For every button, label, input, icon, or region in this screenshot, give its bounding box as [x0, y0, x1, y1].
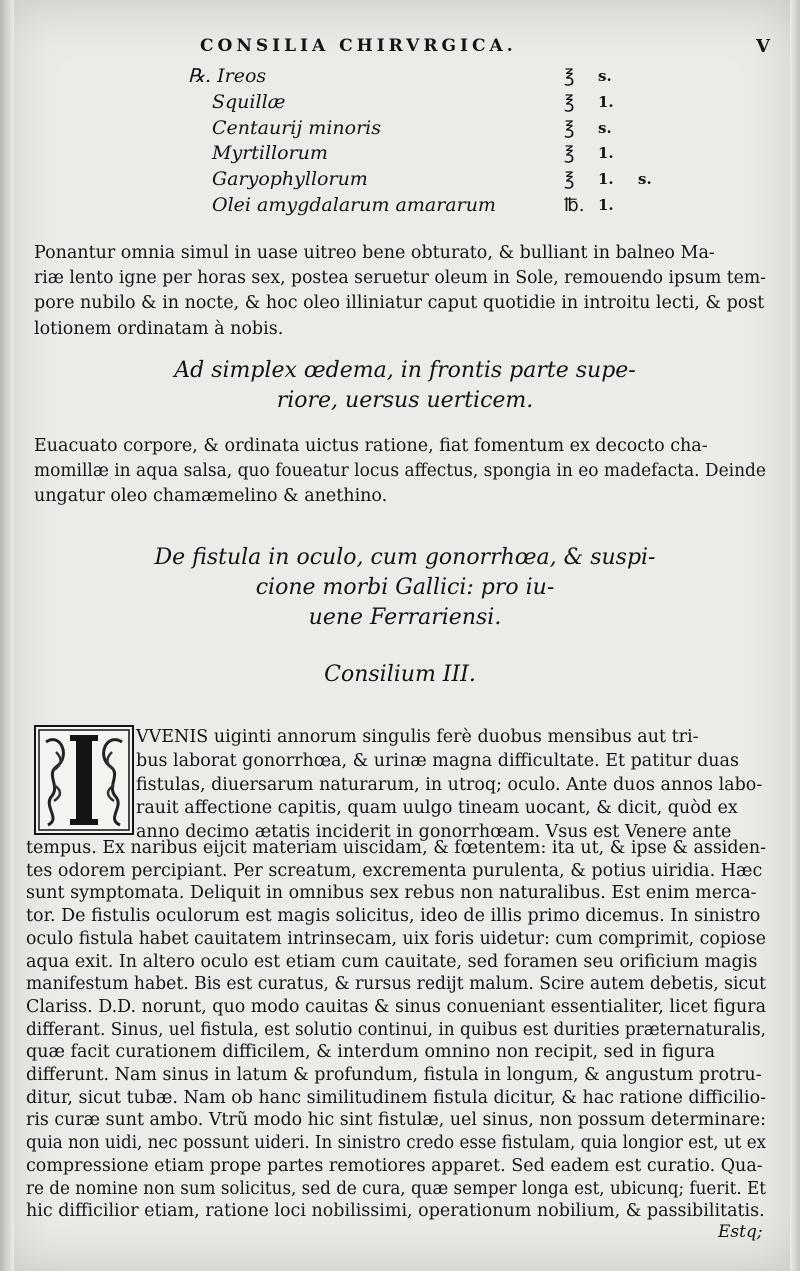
- recipe-unit: ℥: [564, 91, 575, 113]
- recipe-quantity: s.: [598, 118, 612, 137]
- body-line: quæ facit curationem difficilem, & interdum omnino non recipit, sed in figura: [26, 1042, 716, 1063]
- text-line: pore nubilo & in nocte, & hoc oleo illiniatur caput quotidie in introitu lecti, & post: [34, 293, 765, 314]
- recipe-unit: ℥: [564, 66, 575, 87]
- heading-line: riore, uersus uerticem.: [276, 388, 534, 413]
- paragraph-preparation: [34, 241, 766, 342]
- recipe-quantity: 1.: [598, 170, 614, 189]
- paragraph-treatment: [34, 434, 766, 510]
- catchword: Estq;: [718, 1222, 763, 1242]
- body-line: compressione etiam prope partes remotiores apparet. Sed eadem est curatio. Qua-: [26, 1155, 763, 1176]
- recipe-ingredient: Garyophyllorum: [212, 168, 368, 191]
- heading-line: De fistula in oculo, cum gonorrhœa, & suspi-: [154, 545, 656, 570]
- body-line: manifestum habet. Bis est curatus, & rursus redijt malum. Scire autem debetis, sicut: [26, 974, 766, 995]
- body-line: tes odorem percipiant. Per screatum, excrementa purulenta, & potius uiridia. Hæc: [26, 860, 763, 881]
- recipe-row: [188, 167, 688, 193]
- body-line: aqua exit. In altero oculo est etiam cum cauitate, sed foramen seu orificium magis: [26, 951, 758, 972]
- running-head: CONSILIA CHIRVRGICA.: [200, 36, 517, 56]
- heading-line: Ad simplex œdema, in frontis parte supe-: [174, 358, 636, 383]
- recipe-ingredient: Olei amygdalarum amararum: [212, 193, 496, 216]
- heading-fistula: [100, 543, 710, 633]
- heading-line: cione morbi Gallici: pro iu-: [255, 575, 555, 600]
- text-line: riæ lento igne per horas sex, postea seruetur oleum in Sole, remouendo ipsum tem-: [34, 268, 766, 289]
- text-line: momillæ in aqua salsa, quo foueatur locus affectus, spongia in eo madefacta. Deinde: [34, 461, 766, 482]
- body-line: anno decimo ætatis inciderit in gonorrhœam. Vsus est Venere ante: [136, 822, 732, 843]
- page-edge-left: [0, 0, 14, 1271]
- decorated-initial-i: [34, 725, 134, 835]
- recipe-unit: ℥: [564, 117, 575, 139]
- recipe-ingredient: ℞. Ireos: [188, 65, 267, 87]
- recipe-row: [188, 64, 688, 90]
- recipe-quantity: 1.: [598, 144, 614, 163]
- recipe-ingredient: Centaurij minoris: [212, 116, 381, 139]
- body-line: oculo fistula habet cauitatem intrinsecam, uix foris uidetur: cum comprimit, copiose: [26, 928, 766, 949]
- foliage-initial-icon: [36, 727, 132, 833]
- consilium-title: Consilium III.: [324, 662, 476, 687]
- recipe-quantity: 1.: [598, 92, 614, 111]
- text-line: Euacuato corpore, & ordinata uictus ratione, fiat fomentum ex decocto cha-: [34, 436, 708, 456]
- recipe-row: [188, 116, 688, 142]
- body-line: ditur, sicut tubæ. Nam ob hanc similitudinem fistula dicitur, & hac ratione difficilio-: [26, 1087, 766, 1108]
- recipe-list: [188, 64, 688, 219]
- body-line: Clariss. D.D. norunt, quo modo cauitas & sinus conueniant essentialiter, licet figura: [26, 996, 766, 1017]
- recipe-row: [188, 90, 688, 116]
- text-line: lotionem ordinatam à nobis.: [34, 318, 284, 339]
- body-line: differunt. Nam sinus in latum & profundum, fistula in longum, & angustum protru-: [26, 1065, 762, 1085]
- body-line: re de nomine non sum solicitus, sed de cura, quæ semper longa est, ubicunq; fuerit. Et: [26, 1178, 766, 1199]
- body-line: tempus. Ex naribus eijcit materiam uiscidam, & fœtentem: ita ut, & ipse & assiden-: [26, 838, 766, 858]
- recipe-ingredient: Myrtillorum: [212, 142, 328, 165]
- text-line: Ponantur omnia simul in uase uitreo bene obturato, & bulliant in balneo Ma-: [34, 243, 715, 263]
- body-line: tor. De fistulis oculorum est magis solicitus, ideo de illis primo dicemus. In sinistro: [26, 906, 761, 927]
- page-edge-right: [790, 0, 800, 1271]
- recipe-row: [188, 193, 688, 219]
- body-line: rauit affectione capitis, quam uulgo tineam uocant, & dicit, quòd ex: [136, 798, 738, 819]
- body-line: hic difficilior etiam, ratione loci nobilissimi, operationum nobilium, & passibilitatis.: [26, 1201, 765, 1222]
- heading-oedema: [100, 356, 710, 416]
- body-line: ris curæ sunt ambo. Vtrũ modo hic sint fistulæ, uel sinus, non possum determinare:: [26, 1110, 766, 1131]
- text-line: ungatur oleo chamæmelino & anethino.: [34, 486, 388, 507]
- recipe-quantity: 1.: [598, 195, 614, 214]
- recipe-ingredient: Squillæ: [212, 90, 286, 113]
- recipe-row: [188, 141, 688, 167]
- body-line: quia non uidi, nec possunt uideri. In sinistro credo esse fistulam, quia longior est, ut ex: [26, 1133, 766, 1154]
- recipe-unit: ℥: [564, 143, 575, 165]
- body-line: differant. Sinus, uel fistula, est solutio continui, in quibus est durities præternaturalis,: [26, 1019, 766, 1040]
- recipe-unit: ℥: [564, 169, 575, 191]
- body-line: fistulas, diuersarum naturarum, in utroq; oculo. Ante duos annos labo-: [136, 774, 763, 795]
- heading-line: uene Ferrariensi.: [308, 605, 502, 630]
- recipe-quantity: s.: [598, 67, 612, 85]
- recipe-unit: ℔.: [564, 194, 585, 216]
- folio-number: V: [756, 36, 770, 57]
- body-line: VVENIS uiginti annorum singulis ferè duobus mensibus aut tri-: [136, 727, 699, 747]
- body-line: bus laborat gonorrhœa, & urinæ magna difficultate. Et patitur duas: [136, 750, 739, 771]
- recipe-quantity-extra: s.: [638, 170, 652, 189]
- body-line: sunt symptomata. Deliquit in omnibus sex rebus non naturalibus. Est enim merca-: [26, 883, 757, 904]
